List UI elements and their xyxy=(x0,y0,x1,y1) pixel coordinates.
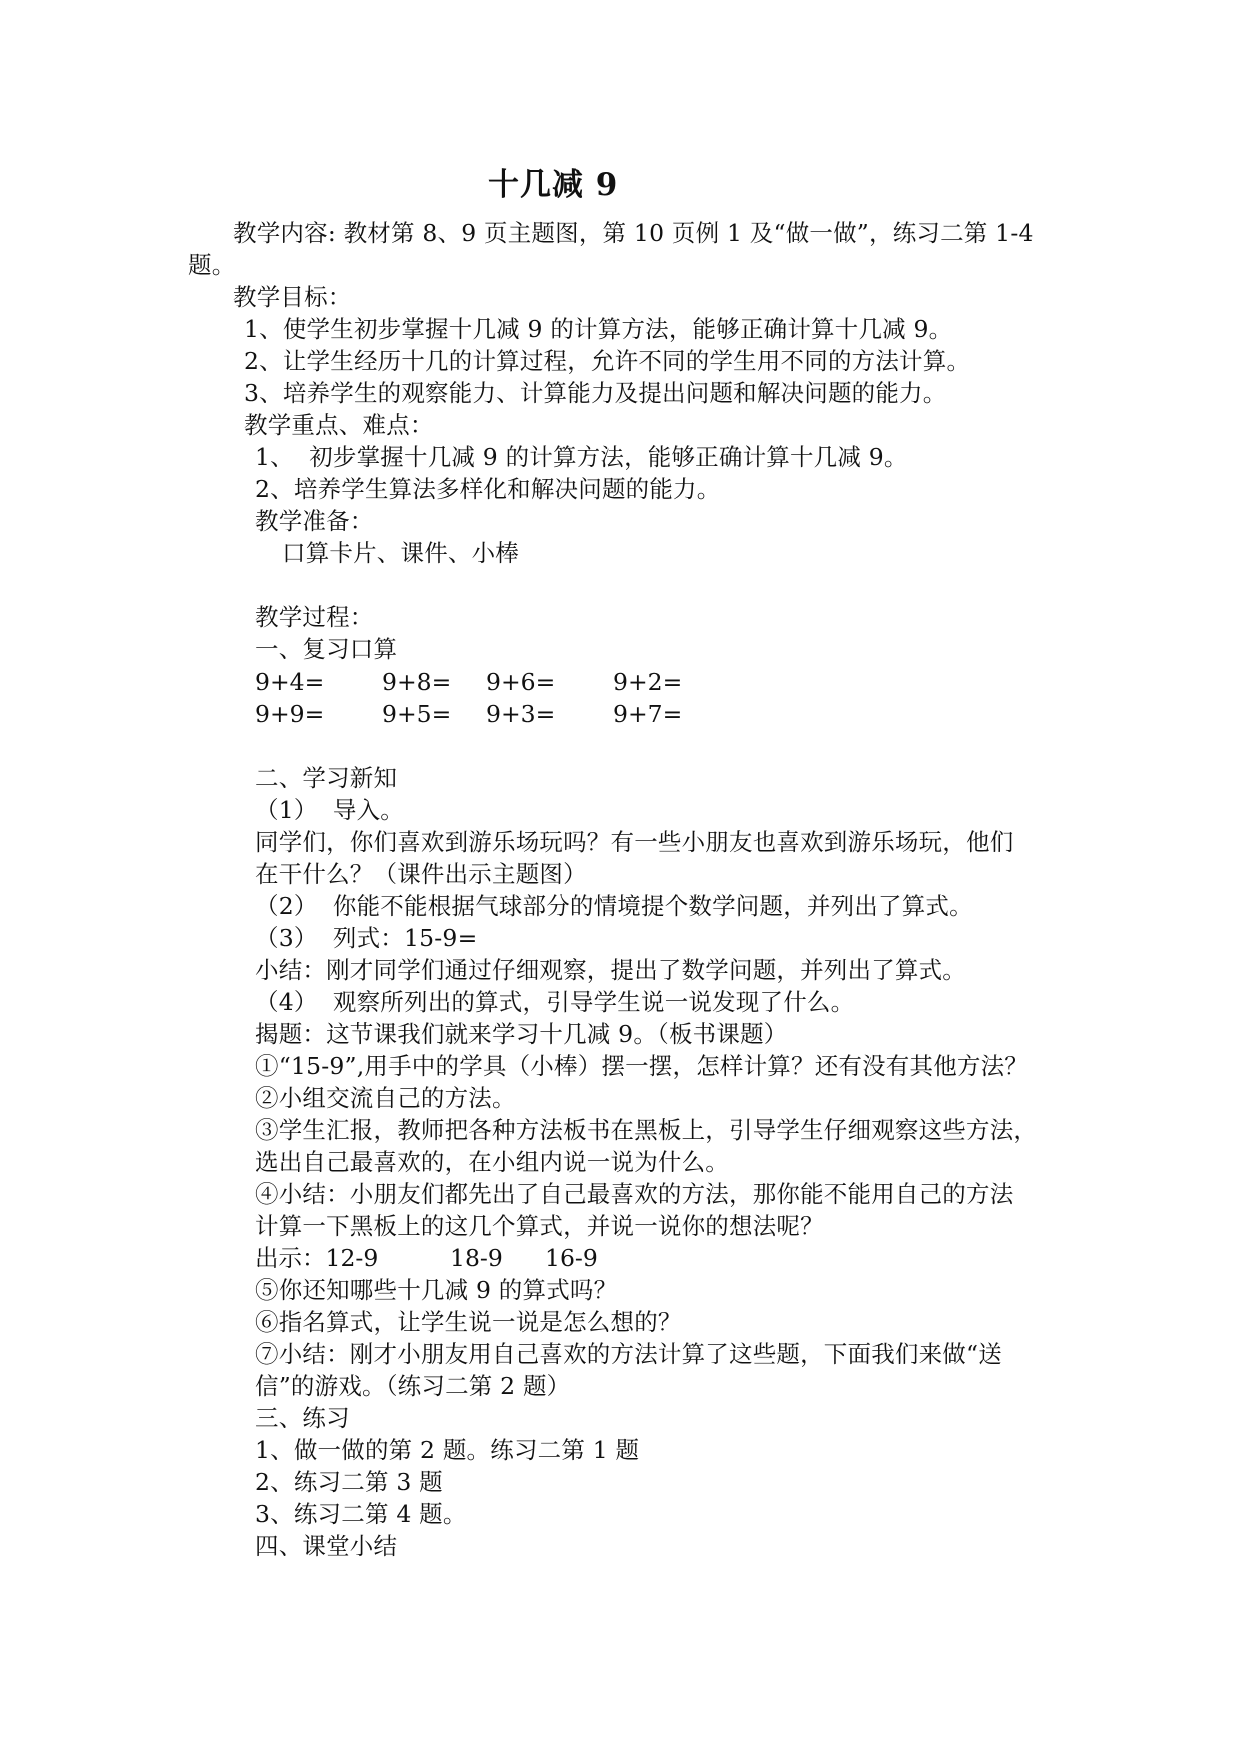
oral-exercise: 9+5= xyxy=(382,700,452,728)
body-line: ⑥指名算式，让学生说一说是怎么想的？ xyxy=(255,1308,682,1336)
body-line: 揭题：这节课我们就来学习十几减 9。（板书课题） xyxy=(255,1020,788,1048)
body-line: 同学们，你们喜欢到游乐场玩吗？有一些小朋友也喜欢到游乐场玩，他们 xyxy=(255,828,1014,856)
show-item: 16-9 xyxy=(545,1244,598,1272)
oral-exercise: 9+2= xyxy=(613,668,683,696)
oral-exercise: 9+8= xyxy=(382,668,452,696)
body-line: 小结：刚才同学们通过仔细观察，提出了数学问题，并列出了算式。 xyxy=(255,956,966,984)
oral-exercise: 9+7= xyxy=(613,700,683,728)
content-label: 教学内容 xyxy=(233,219,328,247)
exercise-item: 2、练习二第 3 题 xyxy=(255,1468,443,1496)
body-line: （1） 导入。 xyxy=(255,796,404,824)
keypoints-heading: 教学重点、难点： xyxy=(244,411,434,439)
body-line: ⑤你还知哪些十几减 9 的算式吗？ xyxy=(255,1276,618,1304)
body-line: （3） 列式：15-9= xyxy=(255,924,478,952)
oral-exercise: 9+3= xyxy=(486,700,556,728)
section-heading: 二、学习新知 xyxy=(255,764,398,792)
keypoint-item: 1、 初步掌握十几减 9 的计算方法，能够正确计算十几减 9。 xyxy=(255,443,908,471)
content-line xyxy=(233,217,1034,249)
exercise-item: 1、做一做的第 2 题。练习二第 1 题 xyxy=(255,1436,640,1464)
keypoint-item: 2、培养学生算法多样化和解决问题的能力。 xyxy=(255,475,721,503)
oral-exercise: 9+6= xyxy=(486,668,556,696)
body-line: 信”的游戏。（练习二第 2 题） xyxy=(255,1372,571,1400)
body-line: 计算一下黑板上的这几个算式，并说一说你的想法呢？ xyxy=(255,1212,824,1240)
body-line: （2） 你能不能根据气球部分的情境提个数学问题，并列出了算式。 xyxy=(255,892,973,920)
objective-item: 2、让学生经历十几的计算过程，允许不同的学生用不同的方法计算。 xyxy=(244,347,971,375)
content-line-cont: 题。 xyxy=(188,251,236,279)
document-title: 十几减 9 xyxy=(488,167,619,203)
body-line: 在干什么？（课件出示主题图） xyxy=(255,860,587,888)
content-text: : 教材第 8、9 页主题图，第 10 页例 1 及“做一做”，练习二第 1-4 xyxy=(327,219,1034,247)
body-line: ②小组交流自己的方法。 xyxy=(255,1084,516,1112)
objective-item: 3、培养学生的观察能力、计算能力及提出问题和解决问题的能力。 xyxy=(244,379,947,407)
section-heading: 四、课堂小结 xyxy=(255,1532,398,1560)
exercise-item: 3、练习二第 4 题。 xyxy=(255,1500,467,1528)
body-line: 选出自己最喜欢的，在小组内说一说为什么。 xyxy=(255,1148,729,1176)
body-line: （4） 观察所列出的算式，引导学生说一说发现了什么。 xyxy=(255,988,855,1016)
oral-exercise: 9+4= xyxy=(255,668,325,696)
show-item: 18-9 xyxy=(450,1244,503,1272)
body-line: ⑦小结：刚才小朋友用自己喜欢的方法计算了这些题，下面我们来做“送 xyxy=(255,1340,1002,1368)
section-heading: 三、练习 xyxy=(255,1404,350,1432)
body-line: ①“15-9”,用手中的学具（小棒）摆一摆，怎样计算？还有没有其他方法？ xyxy=(255,1052,1028,1080)
objectives-heading: 教学目标： xyxy=(233,283,352,311)
body-line: ④小结：小朋友们都先出了自己最喜欢的方法，那你能不能用自己的方法 xyxy=(255,1180,1014,1208)
oral-exercise: 9+9= xyxy=(255,700,325,728)
body-line: ③学生汇报，教师把各种方法板书在黑板上，引导学生仔细观察这些方法， xyxy=(255,1116,1038,1144)
section-heading: 一、复习口算 xyxy=(255,635,398,663)
show-label: 出示：12-9 xyxy=(255,1244,379,1272)
prep-items: 口算卡片、课件、小棒 xyxy=(282,539,519,567)
objective-item: 1、使学生初步掌握十几减 9 的计算方法，能够正确计算十几减 9。 xyxy=(244,315,953,343)
process-heading: 教学过程： xyxy=(255,603,374,631)
prep-heading: 教学准备： xyxy=(255,507,374,535)
